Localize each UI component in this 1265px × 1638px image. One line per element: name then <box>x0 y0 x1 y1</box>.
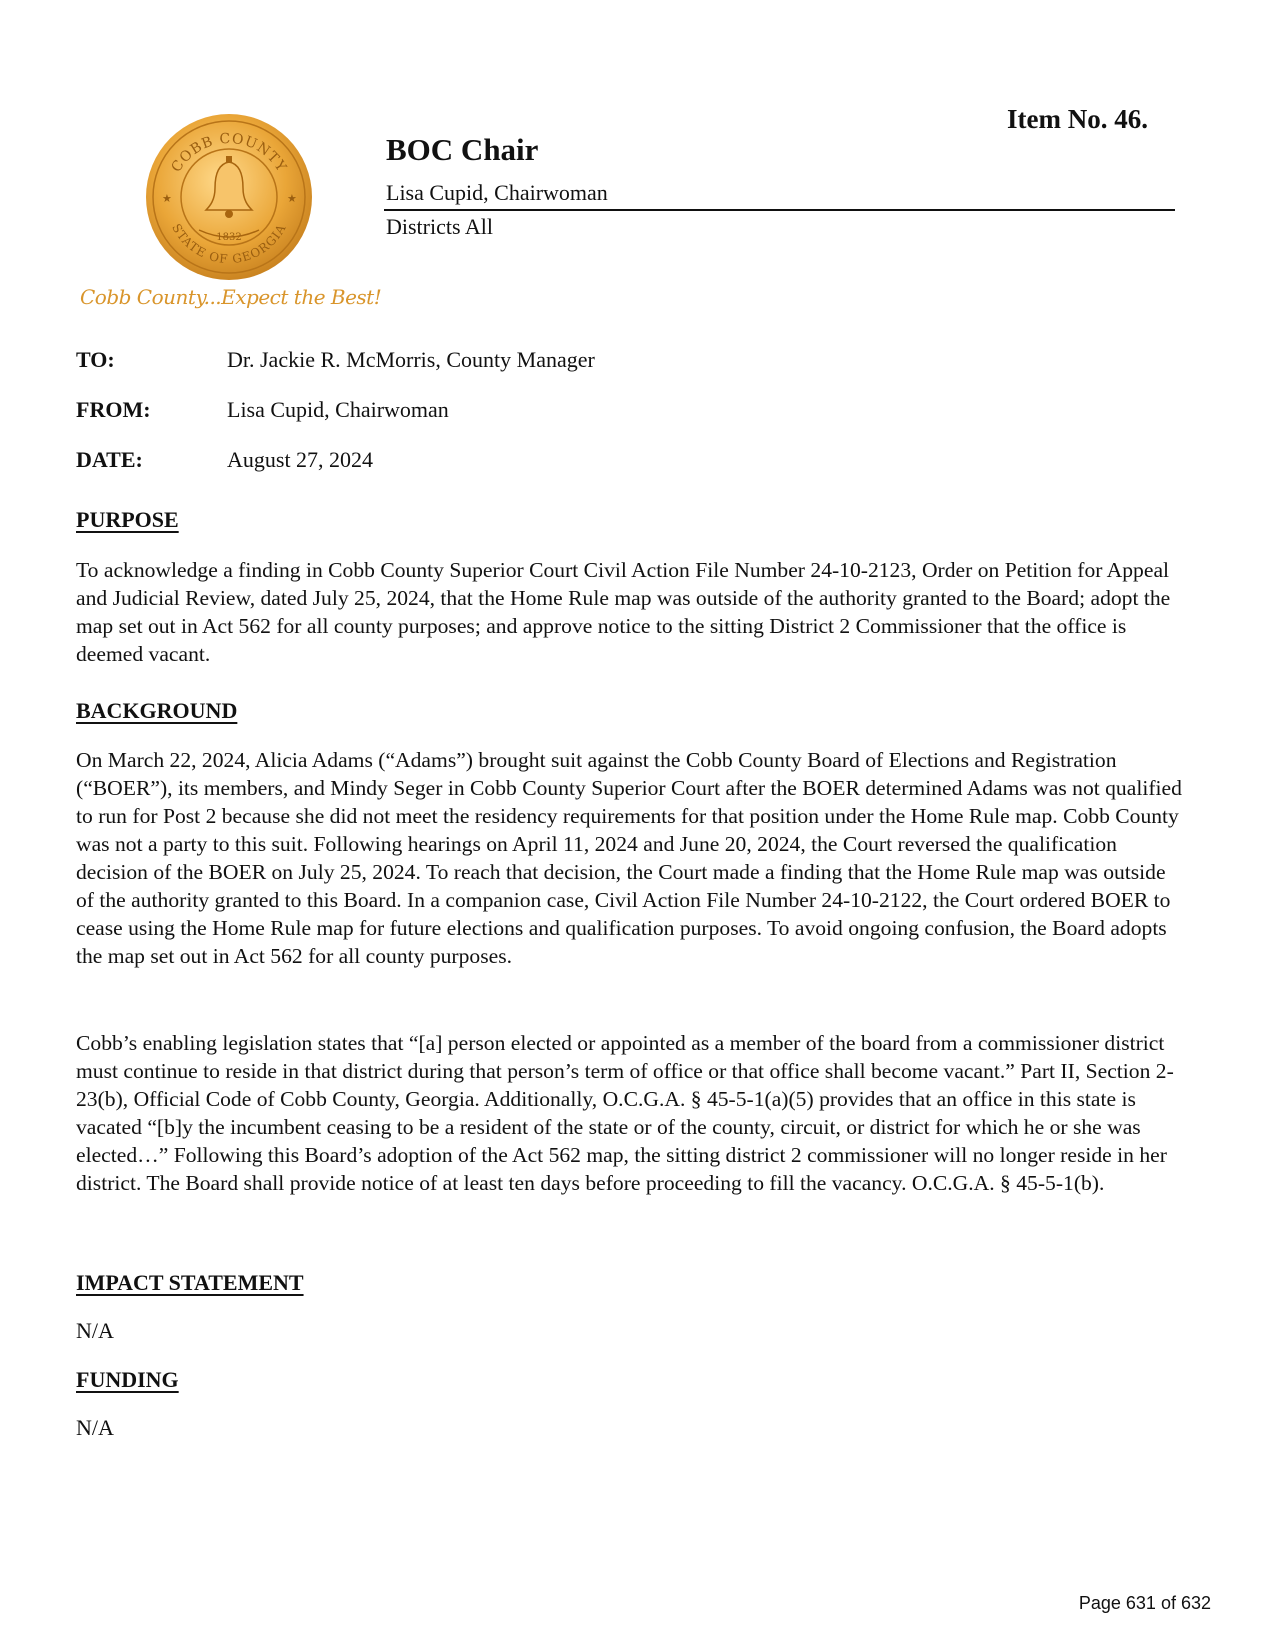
date-label: DATE: <box>76 447 143 472</box>
date-value: August 27, 2024 <box>227 447 374 472</box>
impact-text: N/A <box>76 1318 114 1343</box>
impact-heading: IMPACT STATEMENT <box>76 1270 304 1295</box>
from-label: FROM: <box>76 397 151 422</box>
to-label: TO: <box>76 347 115 372</box>
funding-text: N/A <box>76 1415 114 1440</box>
seal-bottom-text: STATE OF GEORGIA <box>169 221 289 267</box>
seal-year: 1832 <box>216 232 242 243</box>
seal-top-text: COBB COUNTY <box>168 130 290 176</box>
purpose-text: To acknowledge a finding in Cobb County Superior Court Civil Action File Number 24-10-2123, Order on Petition for Appeal and Judicial Review, dated July 25, 2024, that the Home Rule map was outside of the authority granted to the Board; adopt the map set out in Act 562 for all county purposes; and approve notice to the sitting District 2 Commissioner that the office is deemed vacant. <box>76 558 1171 666</box>
background-heading: BACKGROUND <box>76 698 238 723</box>
svg-text:★: ★ <box>162 193 172 205</box>
from-value: Lisa Cupid, Chairwoman <box>227 397 449 422</box>
department-title: BOC Chair <box>386 132 539 167</box>
to-value: Dr. Jackie R. McMorris, County Manager <box>227 347 595 372</box>
background-paragraph-1: On March 22, 2024, Alicia Adams (“Adams”) brought suit against the Cobb County Board of Elections and Registration (“BOER”), its members, and Mindy Seger in Cobb County Superior Court after the BOER determined Adams was not qualified to run for Post 2 because she did not meet the residency requirements for that position under the Home Rule map. Cobb County was not a party to this suit. Following hearings on April 11, 2024 and June 20, 2024, the Court reversed the qualification decision of the BOER on July 25, 2024. To reach that decision, the Court made a finding that the Home Rule map was outside of the authority granted to this Board. In a companion case, Civil Action File Number 24-10-2122, the Court ordered BOER to cease using the Home Rule map for future elections and qualification purposes. To avoid ongoing confusion, the Board adopts the map set out in Act 562 for all county purposes. <box>76 748 1182 968</box>
background-paragraph-2: Cobb’s enabling legislation states that “[a] person elected or appointed as a member of the board from a commissioner district must continue to reside in that district during that person’s term of office or that office shall become vacant.” Part II, Section 2-23(b), Official Code of Cobb County, Georgia. Additionally, O.C.G.A. § 45-5-1(a)(5) provides that an office in this state is vacated “[b]y the incumbent ceasing to be a resident of the state or of the county, circuit, or district for which he or she was elected…” Following this Board’s adoption of the Act 562 map, the sitting district 2 commissioner will no longer reside in her district. The Board shall provide notice of at least ten days before proceeding to fill the vacancy. O.C.G.A. § 45-5-1(b). <box>76 1031 1174 1195</box>
purpose-heading: PURPOSE <box>76 507 179 532</box>
svg-text:★: ★ <box>287 193 297 205</box>
county-tagline: Cobb County...Expect the Best! <box>80 285 382 309</box>
department-person: Lisa Cupid, Chairwoman <box>386 180 608 205</box>
page-number: Page 631 of 632 <box>1078 1593 1211 1613</box>
department-districts: Districts All <box>386 214 493 239</box>
header-divider <box>384 209 1175 211</box>
item-number: Item No. 46. <box>1007 104 1148 134</box>
county-seal-logo <box>144 112 314 282</box>
funding-heading: FUNDING <box>76 1367 179 1392</box>
